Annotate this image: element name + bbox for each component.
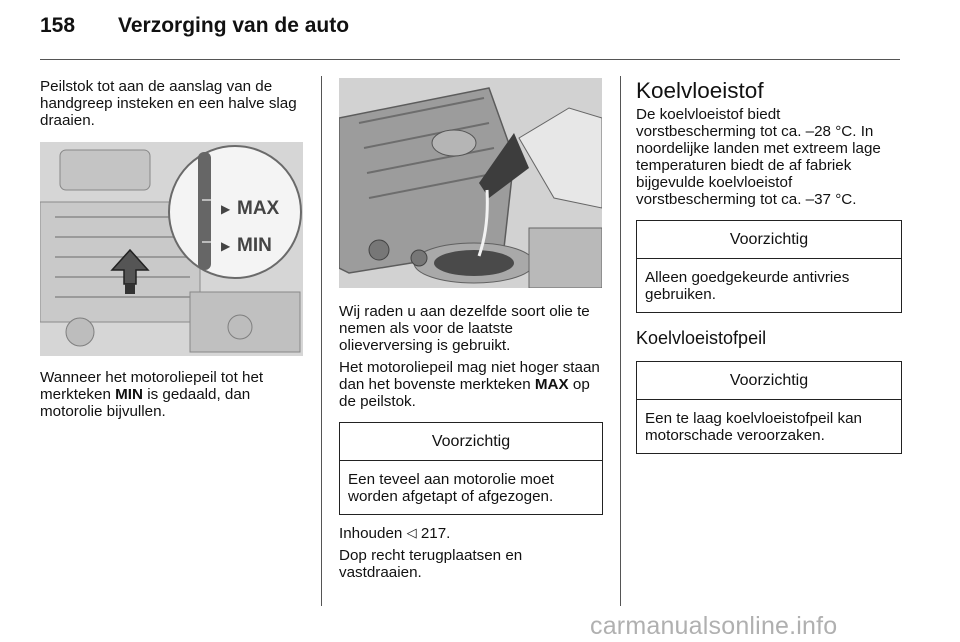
warning-body: Een teveel aan motorolie moet worden afgetapt of afgezogen. [348, 471, 554, 505]
max-marker-label: MAX [237, 198, 280, 219]
min-marker-label: MIN [237, 235, 272, 256]
page-header [40, 14, 349, 38]
dipstick-illustration [40, 142, 303, 356]
column-divider [620, 76, 621, 606]
capacity-reference [339, 525, 603, 542]
max-level-paragraph [339, 359, 603, 410]
warning-body: Een te laag koelvloeistofpeil kan motorschade veroorzaken. [645, 410, 862, 444]
max-bold: MAX [534, 376, 569, 393]
coolant-paragraph: De koelvloeistof biedt vorstbescherming tot ca. –28 °C. In noordelijke landen met extreem lage temperaturen biedt de af fabriek bijgevulde koelvloeistof vorstbescherming tot ca. –37 °C. [636, 106, 881, 208]
warning-box [636, 220, 902, 313]
warning-box [339, 422, 603, 515]
page-title: Verzorging van de auto [118, 14, 350, 37]
warning-title: Voorzichtig [637, 362, 901, 400]
warning-title: Voorzichtig [637, 221, 901, 259]
section-heading: Koelvloeistof [636, 78, 764, 103]
text: Het motoroliepeil mag niet hoger staan dan het bovenste merkteken [339, 359, 600, 393]
warning-title: Voorzichtig [340, 423, 602, 461]
min-arrow-glyph: ▶ [221, 239, 231, 253]
text: Inhouden [339, 525, 403, 542]
page-number: 158 [40, 14, 76, 37]
column-3 [636, 78, 902, 454]
dipstick-instruction: Peilstok tot aan de aanslag van de handgreep insteken en een halve slag draaien. [40, 78, 297, 129]
reference-page: 217. [420, 525, 451, 542]
subsection-heading: Koelvloeistofpeil [636, 328, 767, 348]
header-rule [40, 59, 900, 60]
watermark: carmanualsonline.info [590, 612, 838, 640]
column-2 [339, 78, 603, 581]
text: op de peilstok. [339, 376, 590, 410]
warning-body: Alleen goedgekeurde antivries gebruiken. [645, 269, 850, 303]
text: is gedaald, dan motorolie bijvullen. [40, 386, 251, 420]
column-1 [40, 78, 305, 420]
min-level-paragraph [40, 369, 305, 420]
column-divider [321, 76, 322, 606]
max-arrow-glyph: ▶ [221, 202, 231, 216]
oil-type-paragraph: Wij raden u aan dezelfde soort olie te nemen als voor de laatste olieverversing is gebruikt. [339, 303, 590, 354]
cap-instruction: Dop recht terugplaatsen en vastdraaien. [339, 547, 523, 581]
page-reference-icon: ◁ [406, 525, 417, 540]
text: Wanneer het motoroliepeil tot het merkteken [40, 369, 264, 403]
oil-refill-illustration [339, 78, 602, 288]
min-bold: MIN [115, 386, 143, 403]
warning-box [636, 361, 902, 454]
